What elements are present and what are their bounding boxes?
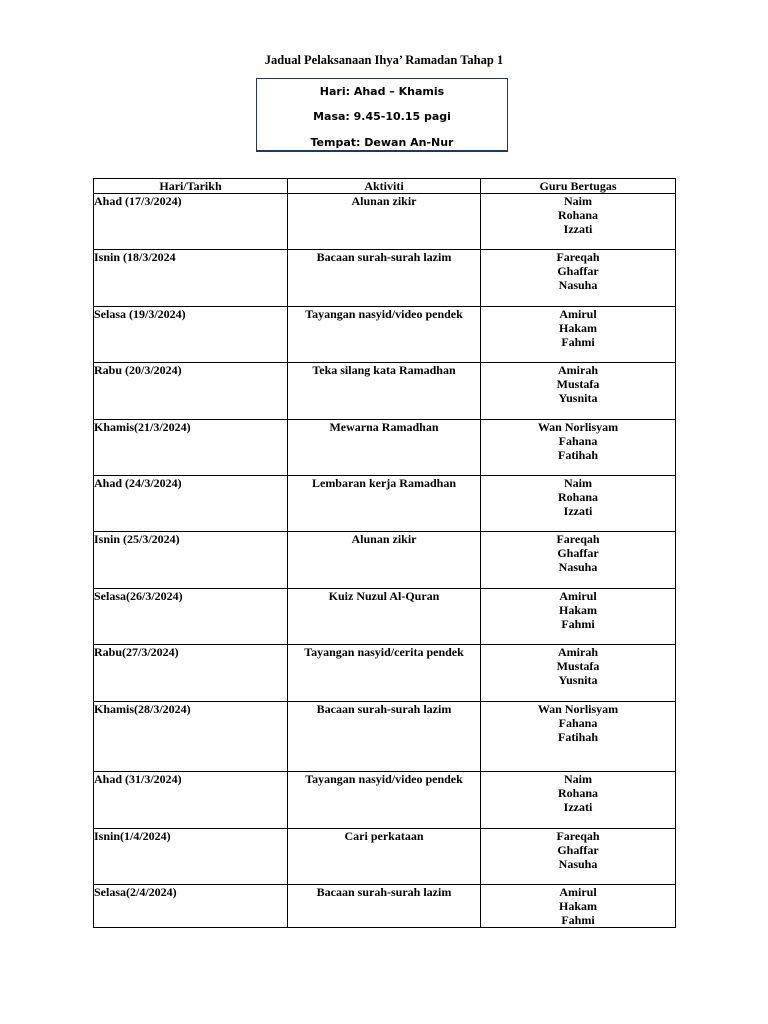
teacher-name: Amirul [559, 885, 597, 899]
teacher-name: Fareqah [556, 532, 600, 546]
cell-date: Isnin (25/3/2024) [94, 532, 288, 589]
teacher-name: Fatihah [557, 448, 598, 462]
teacher-name: Mustafa [556, 377, 600, 391]
cell-activity: Tayangan nasyid/video pendek [288, 307, 481, 363]
info-venue: Tempat: Dewan An-Nur [310, 136, 454, 149]
teacher-name: Naim [564, 476, 592, 490]
teacher-name: Amirul [559, 307, 597, 321]
cell-date: Khamis(21/3/2024) [94, 420, 288, 476]
cell-date: Ahad (31/3/2024) [94, 772, 288, 829]
table-header-row [94, 179, 676, 194]
teacher-name: Naim [564, 772, 592, 786]
teacher-name: Fareqah [556, 250, 600, 264]
teacher-name: Fahmi [561, 617, 595, 631]
cell-teachers [481, 772, 676, 829]
cell-activity: Mewarna Ramadhan [288, 420, 481, 476]
teacher-name: Amirah [558, 363, 598, 377]
document-title: Jadual Pelaksanaan Ihya’ Ramadan Tahap 1 [264, 53, 504, 67]
cell-activity: Alunan zikir [288, 532, 481, 589]
teacher-name: Fahana [558, 434, 598, 448]
teacher-name: Fatihah [557, 730, 598, 744]
teacher-name: Rohana [557, 208, 598, 222]
teacher-name: Amirah [558, 645, 598, 659]
cell-teachers [481, 250, 676, 307]
cell-activity: Teka silang kata Ramadhan [288, 363, 481, 420]
header-date: Hari/Tarikh [94, 179, 288, 194]
teacher-name: Fareqah [556, 829, 600, 843]
cell-teachers [481, 829, 676, 885]
cell-date: Ahad (17/3/2024) [94, 194, 288, 250]
teacher-name: Yusnita [558, 673, 598, 687]
cell-date: Ahad (24/3/2024) [94, 476, 288, 532]
table-row [94, 194, 676, 250]
info-time: Masa: 9.45-10.15 pagi [313, 110, 451, 123]
cell-activity: Tayangan nasyid/cerita pendek [288, 645, 481, 702]
info-days: Hari: Ahad – Khamis [319, 85, 445, 98]
cell-teachers [481, 532, 676, 589]
cell-teachers [481, 476, 676, 532]
cell-activity: Cari perkataan [288, 829, 481, 885]
teacher-name: Ghaffar [557, 546, 599, 560]
cell-date: Isnin (18/3/2024 [94, 250, 288, 307]
teacher-name: Izzati [563, 800, 593, 814]
teacher-name: Naim [564, 194, 592, 208]
cell-date: Rabu (20/3/2024) [94, 363, 288, 420]
teacher-name: Fahmi [561, 335, 595, 349]
cell-date: Selasa(2/4/2024) [94, 885, 288, 928]
table-row [94, 645, 676, 702]
teacher-name: Amirul [559, 589, 597, 603]
teacher-name: Nasuha [558, 278, 598, 292]
schedule-body [94, 194, 676, 928]
table-row [94, 363, 676, 420]
teacher-name: Izzati [563, 222, 593, 236]
teacher-name: Yusnita [558, 391, 598, 405]
cell-teachers [481, 645, 676, 702]
teacher-name: Mustafa [556, 659, 600, 673]
teacher-name: Nasuha [558, 857, 598, 871]
teacher-name: Hakam [558, 321, 597, 335]
schedule-table [93, 178, 676, 928]
teacher-name: Rohana [557, 490, 598, 504]
teacher-name: Izzati [563, 504, 593, 518]
cell-teachers [481, 194, 676, 250]
cell-teachers [481, 307, 676, 363]
table-row [94, 250, 676, 307]
table-row [94, 476, 676, 532]
teacher-name: Ghaffar [557, 264, 599, 278]
teacher-name: Ghaffar [557, 843, 599, 857]
table-row [94, 307, 676, 363]
teacher-name: Hakam [558, 603, 597, 617]
cell-date: Rabu(27/3/2024) [94, 645, 288, 702]
info-box [256, 78, 508, 152]
cell-activity: Lembaran kerja Ramadhan [288, 476, 481, 532]
cell-teachers [481, 702, 676, 772]
table-row [94, 420, 676, 476]
cell-activity: Bacaan surah-surah lazim [288, 885, 481, 928]
header-teachers: Guru Bertugas [481, 179, 676, 194]
cell-activity: Alunan zikir [288, 194, 481, 250]
cell-activity: Bacaan surah-surah lazim [288, 702, 481, 772]
cell-teachers [481, 589, 676, 645]
cell-date: Khamis(28/3/2024) [94, 702, 288, 772]
cell-date: Selasa(26/3/2024) [94, 589, 288, 645]
teacher-name: Wan Norlisyam [537, 420, 619, 434]
cell-date: Isnin(1/4/2024) [94, 829, 288, 885]
cell-activity: Bacaan surah-surah lazim [288, 250, 481, 307]
header-activity: Aktiviti [288, 179, 481, 194]
cell-teachers [481, 363, 676, 420]
cell-teachers [481, 420, 676, 476]
teacher-name: Rohana [557, 786, 598, 800]
table-row [94, 885, 676, 928]
teacher-name: Nasuha [558, 560, 598, 574]
table-row [94, 829, 676, 885]
teacher-name: Wan Norlisyam [537, 702, 619, 716]
table-row [94, 532, 676, 589]
teacher-name: Hakam [558, 899, 597, 913]
cell-teachers [481, 885, 676, 928]
cell-date: Selasa (19/3/2024) [94, 307, 288, 363]
table-row [94, 589, 676, 645]
cell-activity: Tayangan nasyid/video pendek [288, 772, 481, 829]
table-row [94, 772, 676, 829]
cell-activity: Kuiz Nuzul Al-Quran [288, 589, 481, 645]
table-row [94, 702, 676, 772]
teacher-name: Fahmi [561, 913, 595, 927]
teacher-name: Fahana [558, 716, 598, 730]
